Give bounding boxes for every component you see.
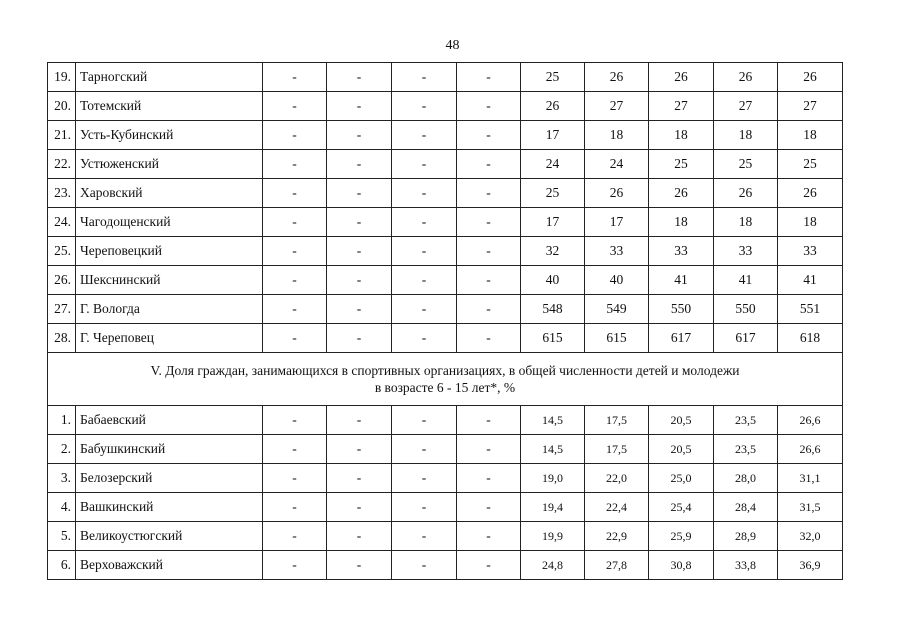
row-number: 2. bbox=[48, 435, 76, 464]
district-name: Устюженский bbox=[76, 150, 263, 179]
value-cell: 33 bbox=[714, 237, 778, 266]
value-cell: 27 bbox=[585, 92, 649, 121]
district-name: Бабушкинский bbox=[76, 435, 263, 464]
section-title-line2: в возрасте 6 - 15 лет*, % bbox=[374, 380, 516, 395]
dash-cell: - bbox=[263, 522, 327, 551]
value-cell: 618 bbox=[778, 324, 843, 353]
value-cell: 36,9 bbox=[778, 551, 843, 580]
value-cell: 17,5 bbox=[585, 406, 649, 435]
table-row bbox=[48, 179, 843, 208]
row-number: 1. bbox=[48, 406, 76, 435]
dash-cell: - bbox=[327, 237, 392, 266]
row-number: 23. bbox=[48, 179, 76, 208]
table-row bbox=[48, 237, 843, 266]
table-row bbox=[48, 63, 843, 92]
dash-cell: - bbox=[457, 121, 521, 150]
dash-cell: - bbox=[457, 522, 521, 551]
value-cell: 17 bbox=[521, 208, 585, 237]
value-cell: 615 bbox=[521, 324, 585, 353]
value-cell: 25 bbox=[521, 63, 585, 92]
dash-cell: - bbox=[327, 493, 392, 522]
page-number: 48 bbox=[445, 38, 460, 53]
table-row bbox=[48, 324, 843, 353]
dash-cell: - bbox=[263, 324, 327, 353]
dash-cell: - bbox=[263, 266, 327, 295]
district-name: Бабаевский bbox=[76, 406, 263, 435]
district-name: Тарногский bbox=[76, 63, 263, 92]
dash-cell: - bbox=[263, 435, 327, 464]
value-cell: 28,4 bbox=[714, 493, 778, 522]
section-title-line1: V. Доля граждан, занимающихся в спортивных организациях, в общей численности детей и молодежи bbox=[150, 363, 740, 378]
dash-cell: - bbox=[457, 92, 521, 121]
value-cell: 26 bbox=[714, 179, 778, 208]
district-name: Г. Череповец bbox=[76, 324, 263, 353]
row-number: 26. bbox=[48, 266, 76, 295]
value-cell: 32,0 bbox=[778, 522, 843, 551]
value-cell: 25,0 bbox=[649, 464, 714, 493]
row-number: 6. bbox=[48, 551, 76, 580]
value-cell: 549 bbox=[585, 295, 649, 324]
dash-cell: - bbox=[327, 150, 392, 179]
value-cell: 40 bbox=[585, 266, 649, 295]
dash-cell: - bbox=[327, 266, 392, 295]
value-cell: 18 bbox=[585, 121, 649, 150]
row-number: 24. bbox=[48, 208, 76, 237]
dash-cell: - bbox=[263, 406, 327, 435]
dash-cell: - bbox=[327, 464, 392, 493]
district-name: Великоустюгский bbox=[76, 522, 263, 551]
district-name: Чагодощенский bbox=[76, 208, 263, 237]
value-cell: 18 bbox=[714, 121, 778, 150]
dash-cell: - bbox=[327, 406, 392, 435]
value-cell: 26 bbox=[714, 63, 778, 92]
dash-cell: - bbox=[327, 324, 392, 353]
row-number: 3. bbox=[48, 464, 76, 493]
value-cell: 18 bbox=[649, 121, 714, 150]
value-cell: 17 bbox=[585, 208, 649, 237]
dash-cell: - bbox=[263, 179, 327, 208]
dash-cell: - bbox=[392, 551, 457, 580]
table-row bbox=[48, 208, 843, 237]
dash-cell: - bbox=[263, 493, 327, 522]
value-cell: 25 bbox=[778, 150, 843, 179]
dash-cell: - bbox=[392, 266, 457, 295]
dash-cell: - bbox=[392, 464, 457, 493]
value-cell: 33 bbox=[649, 237, 714, 266]
dash-cell: - bbox=[327, 92, 392, 121]
value-cell: 24 bbox=[585, 150, 649, 179]
table-row bbox=[48, 464, 843, 493]
dash-cell: - bbox=[457, 208, 521, 237]
value-cell: 550 bbox=[649, 295, 714, 324]
row-number: 19. bbox=[48, 63, 76, 92]
dash-cell: - bbox=[327, 435, 392, 464]
value-cell: 17,5 bbox=[585, 435, 649, 464]
value-cell: 33 bbox=[778, 237, 843, 266]
district-name: Г. Вологда bbox=[76, 295, 263, 324]
value-cell: 548 bbox=[521, 295, 585, 324]
section-title bbox=[48, 353, 843, 406]
district-name: Вашкинский bbox=[76, 493, 263, 522]
value-cell: 27 bbox=[714, 92, 778, 121]
dash-cell: - bbox=[392, 150, 457, 179]
value-cell: 18 bbox=[778, 208, 843, 237]
value-cell: 26 bbox=[649, 179, 714, 208]
value-cell: 25 bbox=[714, 150, 778, 179]
dash-cell: - bbox=[263, 63, 327, 92]
value-cell: 33,8 bbox=[714, 551, 778, 580]
table-row bbox=[48, 295, 843, 324]
dash-cell: - bbox=[263, 237, 327, 266]
value-cell: 27,8 bbox=[585, 551, 649, 580]
dash-cell: - bbox=[263, 92, 327, 121]
dash-cell: - bbox=[457, 179, 521, 208]
table-row bbox=[48, 92, 843, 121]
value-cell: 18 bbox=[714, 208, 778, 237]
table-row bbox=[48, 121, 843, 150]
section-header-v bbox=[48, 353, 843, 406]
row-number: 20. bbox=[48, 92, 76, 121]
value-cell: 17 bbox=[521, 121, 585, 150]
dash-cell: - bbox=[457, 237, 521, 266]
value-cell: 26 bbox=[778, 179, 843, 208]
value-cell: 24 bbox=[521, 150, 585, 179]
value-cell: 22,4 bbox=[585, 493, 649, 522]
dash-cell: - bbox=[457, 324, 521, 353]
value-cell: 26,6 bbox=[778, 406, 843, 435]
dash-cell: - bbox=[457, 493, 521, 522]
value-cell: 18 bbox=[649, 208, 714, 237]
value-cell: 25 bbox=[521, 179, 585, 208]
value-cell: 26 bbox=[585, 63, 649, 92]
row-number: 5. bbox=[48, 522, 76, 551]
district-name: Шекснинский bbox=[76, 266, 263, 295]
value-cell: 19,9 bbox=[521, 522, 585, 551]
dash-cell: - bbox=[392, 237, 457, 266]
dash-cell: - bbox=[457, 63, 521, 92]
dash-cell: - bbox=[327, 295, 392, 324]
dash-cell: - bbox=[392, 208, 457, 237]
value-cell: 31,1 bbox=[778, 464, 843, 493]
value-cell: 22,9 bbox=[585, 522, 649, 551]
value-cell: 26 bbox=[649, 63, 714, 92]
district-name: Череповецкий bbox=[76, 237, 263, 266]
dash-cell: - bbox=[392, 121, 457, 150]
value-cell: 18 bbox=[778, 121, 843, 150]
table-row bbox=[48, 522, 843, 551]
dash-cell: - bbox=[392, 522, 457, 551]
district-name: Харовский bbox=[76, 179, 263, 208]
value-cell: 26 bbox=[585, 179, 649, 208]
dash-cell: - bbox=[263, 150, 327, 179]
row-number: 27. bbox=[48, 295, 76, 324]
value-cell: 14,5 bbox=[521, 435, 585, 464]
row-number: 25. bbox=[48, 237, 76, 266]
dash-cell: - bbox=[327, 63, 392, 92]
dash-cell: - bbox=[392, 295, 457, 324]
value-cell: 26 bbox=[778, 63, 843, 92]
dash-cell: - bbox=[457, 435, 521, 464]
value-cell: 617 bbox=[714, 324, 778, 353]
dash-cell: - bbox=[457, 295, 521, 324]
dash-cell: - bbox=[327, 522, 392, 551]
value-cell: 19,4 bbox=[521, 493, 585, 522]
value-cell: 617 bbox=[649, 324, 714, 353]
dash-cell: - bbox=[457, 150, 521, 179]
dash-cell: - bbox=[327, 121, 392, 150]
dash-cell: - bbox=[327, 551, 392, 580]
value-cell: 24,8 bbox=[521, 551, 585, 580]
value-cell: 550 bbox=[714, 295, 778, 324]
table-row bbox=[48, 493, 843, 522]
table-row bbox=[48, 435, 843, 464]
dash-cell: - bbox=[392, 92, 457, 121]
value-cell: 23,5 bbox=[714, 406, 778, 435]
table-body-top bbox=[48, 63, 843, 353]
row-number: 21. bbox=[48, 121, 76, 150]
dash-cell: - bbox=[392, 493, 457, 522]
dash-cell: - bbox=[457, 406, 521, 435]
dash-cell: - bbox=[263, 208, 327, 237]
value-cell: 551 bbox=[778, 295, 843, 324]
value-cell: 27 bbox=[778, 92, 843, 121]
value-cell: 615 bbox=[585, 324, 649, 353]
dash-cell: - bbox=[457, 266, 521, 295]
district-name: Верховажский bbox=[76, 551, 263, 580]
district-name: Белозерский bbox=[76, 464, 263, 493]
value-cell: 19,0 bbox=[521, 464, 585, 493]
value-cell: 28,0 bbox=[714, 464, 778, 493]
dash-cell: - bbox=[263, 121, 327, 150]
dash-cell: - bbox=[327, 179, 392, 208]
dash-cell: - bbox=[392, 179, 457, 208]
dash-cell: - bbox=[327, 208, 392, 237]
district-name: Тотемский bbox=[76, 92, 263, 121]
row-number: 22. bbox=[48, 150, 76, 179]
value-cell: 33 bbox=[585, 237, 649, 266]
dash-cell: - bbox=[263, 464, 327, 493]
value-cell: 40 bbox=[521, 266, 585, 295]
value-cell: 31,5 bbox=[778, 493, 843, 522]
table-row bbox=[48, 551, 843, 580]
dash-cell: - bbox=[263, 295, 327, 324]
value-cell: 32 bbox=[521, 237, 585, 266]
district-name: Усть-Кубинский bbox=[76, 121, 263, 150]
row-number: 4. bbox=[48, 493, 76, 522]
value-cell: 22,0 bbox=[585, 464, 649, 493]
indicator-table bbox=[47, 62, 843, 580]
value-cell: 41 bbox=[778, 266, 843, 295]
value-cell: 25 bbox=[649, 150, 714, 179]
value-cell: 26 bbox=[521, 92, 585, 121]
value-cell: 25,4 bbox=[649, 493, 714, 522]
table-row bbox=[48, 406, 843, 435]
table-body-bottom bbox=[48, 406, 843, 580]
value-cell: 41 bbox=[649, 266, 714, 295]
value-cell: 26,6 bbox=[778, 435, 843, 464]
dash-cell: - bbox=[263, 551, 327, 580]
value-cell: 27 bbox=[649, 92, 714, 121]
value-cell: 28,9 bbox=[714, 522, 778, 551]
table-row bbox=[48, 150, 843, 179]
table-row bbox=[48, 266, 843, 295]
row-number: 28. bbox=[48, 324, 76, 353]
dash-cell: - bbox=[392, 63, 457, 92]
dash-cell: - bbox=[392, 324, 457, 353]
dash-cell: - bbox=[457, 464, 521, 493]
dash-cell: - bbox=[392, 435, 457, 464]
value-cell: 23,5 bbox=[714, 435, 778, 464]
value-cell: 20,5 bbox=[649, 406, 714, 435]
value-cell: 30,8 bbox=[649, 551, 714, 580]
dash-cell: - bbox=[392, 406, 457, 435]
value-cell: 20,5 bbox=[649, 435, 714, 464]
value-cell: 14,5 bbox=[521, 406, 585, 435]
value-cell: 25,9 bbox=[649, 522, 714, 551]
value-cell: 41 bbox=[714, 266, 778, 295]
dash-cell: - bbox=[457, 551, 521, 580]
